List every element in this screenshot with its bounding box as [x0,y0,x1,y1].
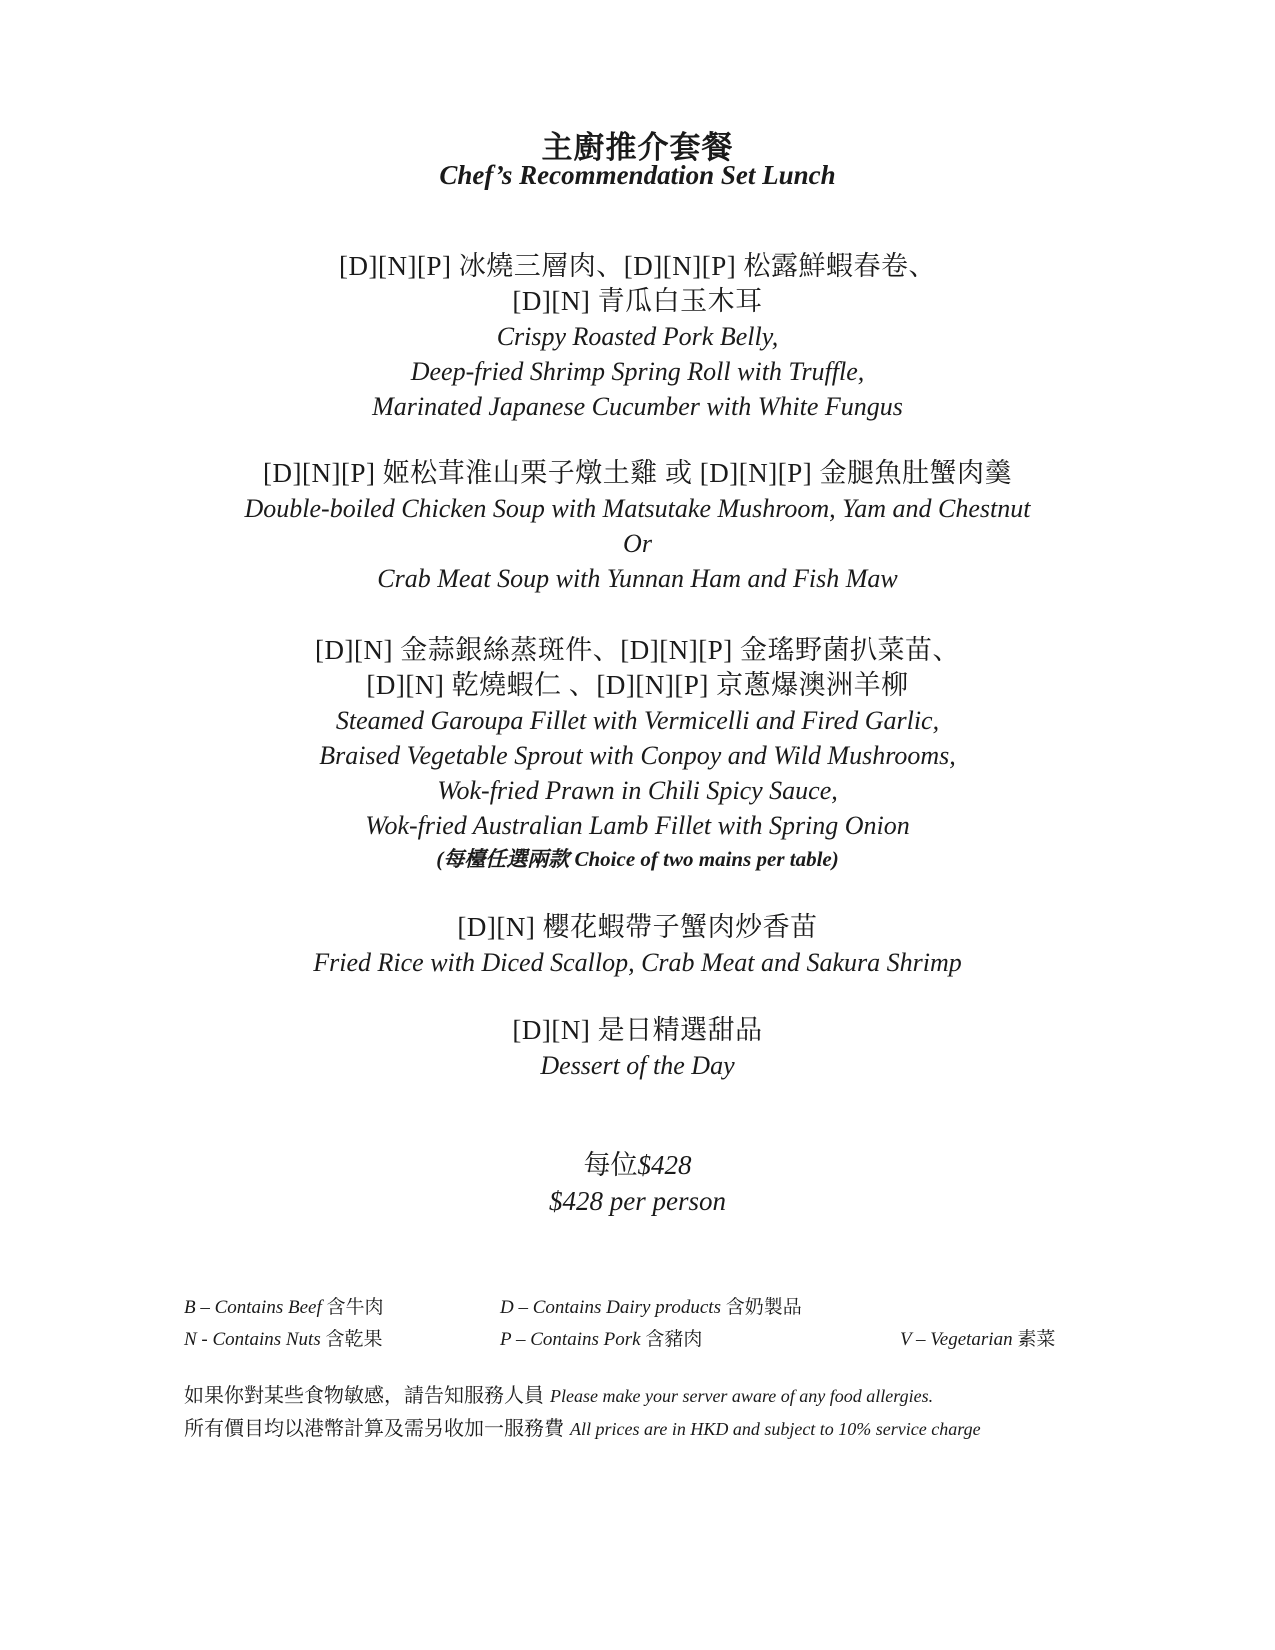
allergy-notice-en: Please make your server aware of any food allergies. [550,1386,934,1406]
legend-beef-en: B – Contains Beef [184,1297,322,1318]
dessert-section [0,1013,1275,1083]
mains-section [0,633,1275,875]
mains-zh-line: [D][N] 金蒜銀絲蒸斑件、[D][N][P] 金瑤野菌扒菜苗、 [315,635,960,665]
legend-beef [184,1292,384,1319]
legend-vegetarian-en: V – Vegetarian [900,1329,1013,1350]
menu-title-zh: 主廚推介套餐 [541,130,734,165]
legend-nuts-en: N - Contains Nuts [184,1329,321,1350]
price-zh-prefix: 每位 [583,1150,638,1180]
soup-en-line: Crab Meat Soup with Yunnan Ham and Fish Maw [377,564,898,593]
service-charge-notice-zh: 所有價目均以港幣計算及需另收加一服務費 [184,1418,564,1440]
soup-en-line: Double-boiled Chicken Soup with Matsutake Mushroom, Yam and Chestnut [244,494,1031,523]
legend-beef-zh: 含牛肉 [326,1297,384,1318]
price-zh [0,1147,1275,1183]
mains-en-line: Wok-fried Australian Lamb Fillet with Spring Onion [365,811,910,840]
legend-dairy-zh: 含奶製品 [725,1297,802,1318]
service-charge-notice [184,1412,981,1441]
mains-en-line: Steamed Garoupa Fillet with Vermicelli and Fired Garlic, [335,706,940,735]
legend-dairy [500,1292,802,1319]
legend-nuts [184,1324,383,1351]
mains-en-line: Braised Vegetable Sprout with Conpoy and Wild Mushrooms, [319,741,956,770]
soup-zh-line: [D][N][P] 姬松茸淮山栗子燉土雞 或 [D][N][P] 金腿魚肚蟹肉羹 [263,458,1012,488]
appetizers-en-line: Marinated Japanese Cucumber with White Fungus [372,392,903,421]
appetizers-zh-line: [D][N] 青瓜白玉木耳 [512,286,763,316]
soup-section [0,456,1275,596]
service-charge-notice-en: All prices are in HKD and subject to 10% service charge [570,1419,981,1439]
legend-nuts-zh: 含乾果 [325,1329,383,1350]
appetizers-en-line: Deep-fried Shrimp Spring Roll with Truffle, [410,357,865,386]
mains-zh-line: [D][N] 乾燒蝦仁 、[D][N][P] 京蔥爆澳洲羊柳 [366,670,909,700]
legend-vegetarian-zh: 素菜 [1017,1329,1056,1350]
legend-pork-en: P – Contains Pork [500,1329,641,1350]
legend-pork-zh: 含豬肉 [645,1329,703,1350]
rice-zh-line: [D][N] 櫻花蝦帶子蟹肉炒香苗 [457,912,818,942]
dessert-zh-line: [D][N] 是日精選甜品 [512,1015,763,1045]
legend-dairy-en: D – Contains Dairy products [500,1297,721,1318]
price-zh-amount: $428 [637,1150,692,1180]
price-section [0,1147,1275,1219]
appetizers-zh-line: [D][N][P] 冰燒三層肉、[D][N][P] 松露鮮蝦春卷、 [339,251,936,281]
allergy-notice [184,1379,933,1408]
price-en: $428 per person [549,1186,726,1216]
dessert-en-line: Dessert of the Day [540,1051,735,1080]
mains-en-line: Wok-fried Prawn in Chili Spicy Sauce, [437,776,838,805]
soup-or-line: Or [623,529,652,558]
legend-vegetarian [900,1324,1055,1351]
mains-choice-note: (每檯任選兩款 Choice of two mains per table) [436,847,839,871]
rice-section [0,910,1275,980]
appetizers-section [0,249,1275,424]
appetizers-en-line: Crispy Roasted Pork Belly, [496,322,779,351]
menu-title-en: Chef’s Recommendation Set Lunch [439,160,836,190]
legend-pork [500,1324,702,1351]
allergy-notice-zh: 如果你對某些食物敏感，請告知服務人員 [184,1385,544,1407]
rice-en-line: Fried Rice with Diced Scallop, Crab Meat and Sakura Shrimp [313,948,962,977]
